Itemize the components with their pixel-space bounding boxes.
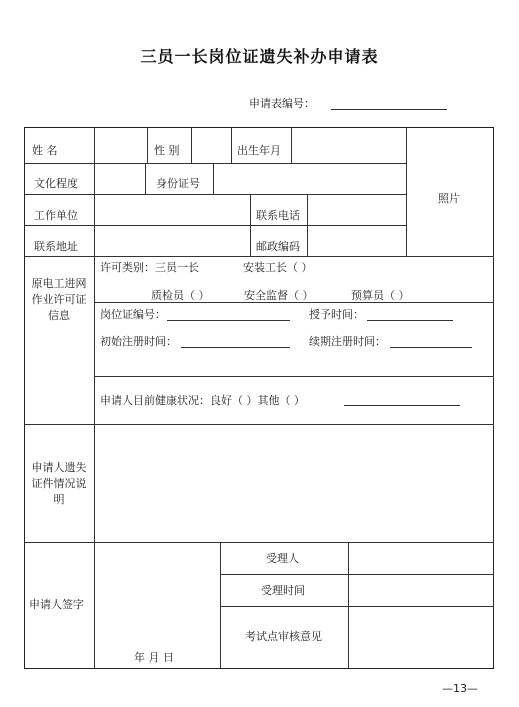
phone-field[interactable] bbox=[308, 195, 405, 224]
form-no-label: 申请表编号： bbox=[249, 97, 315, 110]
receive-time-label: 受理时间 bbox=[261, 584, 305, 597]
safety-option[interactable]: 安全监督（ ） bbox=[244, 289, 314, 302]
form-no-field[interactable] bbox=[331, 109, 447, 110]
photo-area[interactable] bbox=[407, 128, 493, 255]
dob-field[interactable] bbox=[292, 128, 405, 162]
receiver-label: 受理人 bbox=[266, 552, 299, 565]
inspector-option[interactable]: 质检员（ ） bbox=[151, 289, 210, 302]
col-divider bbox=[250, 194, 251, 256]
postcode-field[interactable] bbox=[308, 226, 405, 255]
dob-label: 出生年月 bbox=[237, 144, 281, 157]
receiver-field[interactable] bbox=[349, 543, 493, 573]
signature-label: 申请人签字 bbox=[29, 598, 84, 611]
signature-date: 年 月 日 bbox=[134, 651, 174, 664]
grant-time-label: 授予时间： bbox=[309, 308, 364, 321]
permit-info-label: 原电工进网作业许可证信息 bbox=[31, 277, 87, 322]
loss-explanation-field[interactable] bbox=[95, 425, 493, 541]
id-number-label: 身份证号 bbox=[156, 177, 200, 190]
cert-number-label: 岗位证编号： bbox=[100, 308, 166, 321]
page-number: —13— bbox=[442, 682, 478, 695]
budget-option[interactable]: 预算员（ ） bbox=[351, 289, 410, 302]
health-status[interactable]: 申请人目前健康状况：良好（ ）其他（ ） bbox=[100, 394, 305, 407]
row-divider bbox=[94, 302, 494, 303]
grant-time-field[interactable] bbox=[367, 320, 453, 321]
renewal-registration-label: 续期注册时间： bbox=[309, 335, 386, 348]
gender-label: 性 别 bbox=[154, 144, 180, 157]
id-number-field[interactable] bbox=[214, 164, 405, 193]
col-divider bbox=[220, 542, 221, 669]
col-divider bbox=[94, 256, 95, 424]
row-divider bbox=[94, 376, 494, 377]
renewal-registration-field[interactable] bbox=[390, 347, 472, 348]
col-divider bbox=[147, 127, 148, 163]
photo-label: 照片 bbox=[438, 192, 460, 205]
signature-field[interactable] bbox=[95, 543, 219, 653]
form-title: 三员一长岗位证遗失补办申请表 bbox=[140, 47, 379, 66]
education-field[interactable] bbox=[95, 164, 144, 193]
first-registration-field[interactable] bbox=[181, 347, 290, 348]
gender-field[interactable] bbox=[192, 128, 230, 162]
name-field[interactable] bbox=[95, 128, 146, 162]
review-opinion-field[interactable] bbox=[349, 607, 493, 668]
address-field[interactable] bbox=[95, 226, 249, 255]
health-other-field[interactable] bbox=[344, 405, 460, 406]
first-registration-label: 初始注册时间： bbox=[100, 335, 177, 348]
receive-time-field[interactable] bbox=[349, 575, 493, 605]
permit-category: 许可类别：三员一长 bbox=[100, 261, 199, 274]
review-opinion-label: 考试点审核意见 bbox=[245, 630, 322, 643]
postcode-label: 邮政编码 bbox=[256, 240, 300, 253]
employer-field[interactable] bbox=[95, 195, 249, 224]
col-divider bbox=[145, 163, 146, 194]
installer-option[interactable]: 安装工长（ ） bbox=[243, 261, 313, 274]
education-label: 文化程度 bbox=[34, 177, 78, 190]
phone-label: 联系电话 bbox=[256, 209, 300, 222]
address-label: 联系地址 bbox=[34, 240, 78, 253]
name-label: 姓 名 bbox=[32, 144, 58, 157]
loss-explanation-label: 申请人遗失证件情况说明 bbox=[31, 461, 87, 506]
col-divider bbox=[231, 127, 232, 163]
employer-label: 工作单位 bbox=[34, 209, 78, 222]
cert-number-field[interactable] bbox=[167, 320, 290, 321]
